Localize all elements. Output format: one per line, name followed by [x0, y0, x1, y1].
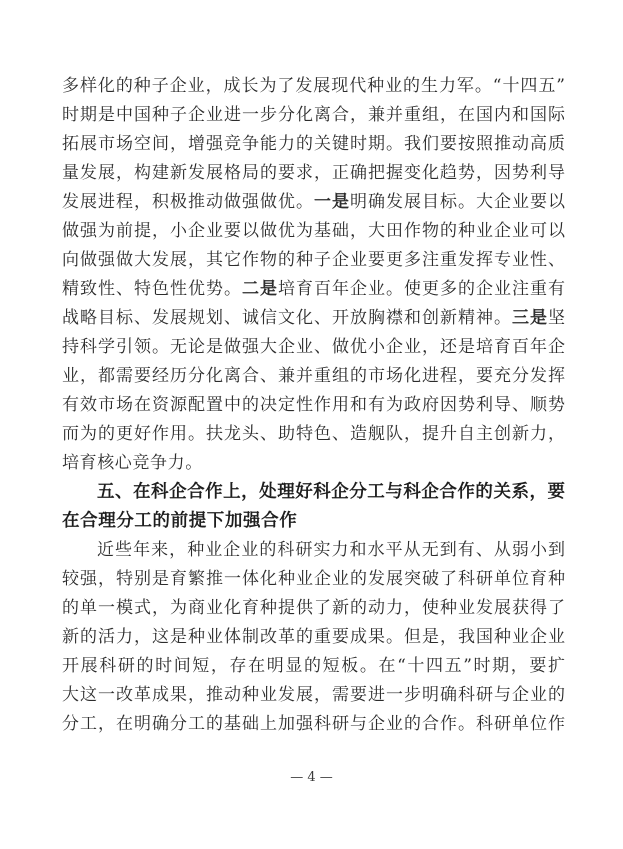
- bold-emphasis: 三是: [512, 308, 548, 328]
- text-line: [62, 449, 565, 478]
- text-line: [62, 159, 565, 188]
- text-segment: 五、在科企合作上，处理好科企分工与科企合作的关系，要: [97, 482, 565, 502]
- text-segment: 持科学引领。无论是做强大企业、做优小企业，还是培育百年企: [62, 337, 565, 357]
- text-segment: 坚: [548, 308, 565, 328]
- text-line: [62, 362, 565, 391]
- text-segment: 精致性、特色性优势。: [62, 279, 242, 299]
- heading-line: [62, 507, 565, 536]
- text-line: [62, 130, 565, 159]
- text-segment: 大这一改革成果，推动种业发展，需要进一步明确科研与企业的: [62, 685, 565, 705]
- text-line: [62, 594, 565, 623]
- text-line: [62, 246, 565, 275]
- text-segment: 的单一模式，为商业化育种提供了新的动力，使种业发展获得了: [62, 598, 565, 618]
- text-line: [62, 72, 565, 101]
- text-line: [62, 681, 565, 710]
- text-line: [62, 710, 565, 739]
- text-segment: 多样化的种子企业，成长为了发展现代种业的生力军。“十四五”: [62, 76, 565, 96]
- text-line: [62, 188, 565, 217]
- text-segment: 量发展，构建新发展格局的要求，正确把握变化趋势，因势利导: [62, 163, 565, 183]
- text-segment: 有效市场在资源配置中的决定性作用和有为政府因势利导、顺势: [62, 395, 565, 415]
- page-number: — 4 —: [290, 770, 333, 785]
- text-segment: 新的活力，这是种业体制改革的重要成果。但是，我国种业企业: [62, 627, 565, 647]
- bold-emphasis: 一是: [314, 192, 350, 212]
- text-line: [62, 391, 565, 420]
- text-segment: 业，都需要经历分化离合、兼并重组的市场化进程，要充分发挥: [62, 366, 565, 386]
- text-segment: 拓展市场空间，增强竞争能力的关键时期。我们要按照推动高质: [62, 134, 565, 154]
- text-segment: 培育核心竞争力。: [62, 453, 203, 473]
- document-body: [62, 72, 565, 739]
- text-line: [62, 333, 565, 362]
- text-line: [62, 623, 565, 652]
- text-line: [62, 217, 565, 246]
- text-line: [62, 304, 565, 333]
- text-segment: 战略目标、发展规划、诚信文化、开放胸襟和创新精神。: [62, 308, 512, 328]
- bold-emphasis: 二是: [242, 279, 278, 299]
- text-segment: 培育百年企业。使更多的企业注重有: [278, 279, 565, 299]
- text-line: [62, 652, 565, 681]
- text-segment: 开展科研的时间短，存在明显的短板。在“十四五”时期，要扩: [62, 656, 565, 676]
- text-segment: 而为的更好作用。扶龙头、助特色、造舰队，提升自主创新力，: [62, 424, 565, 444]
- text-line: [62, 275, 565, 304]
- heading-line: [62, 478, 565, 507]
- text-line: [62, 536, 565, 565]
- text-line: [62, 101, 565, 130]
- text-segment: 明确发展目标。大企业要以: [350, 192, 565, 212]
- text-segment: 向做强做大发展，其它作物的种子企业要更多注重发挥专业性、: [62, 250, 565, 270]
- text-segment: 时期是中国种子企业进一步分化离合，兼并重组，在国内和国际: [62, 105, 565, 125]
- text-segment: 发展进程，积极推动做强做优。: [62, 192, 314, 212]
- text-line: [62, 565, 565, 594]
- text-segment: 在合理分工的前提下加强合作: [62, 511, 298, 531]
- text-segment: 分工，在明确分工的基础上加强科研与企业的合作。科研单位作: [62, 714, 565, 734]
- text-segment: 做强为前提，小企业要以做优为基础，大田作物的种业企业可以: [62, 221, 565, 241]
- text-segment: 较强，特别是育繁推一体化种业企业的发展突破了科研单位育种: [62, 569, 565, 589]
- text-line: [62, 420, 565, 449]
- text-segment: 近些年来，种业企业的科研实力和水平从无到有、从弱小到: [97, 540, 565, 560]
